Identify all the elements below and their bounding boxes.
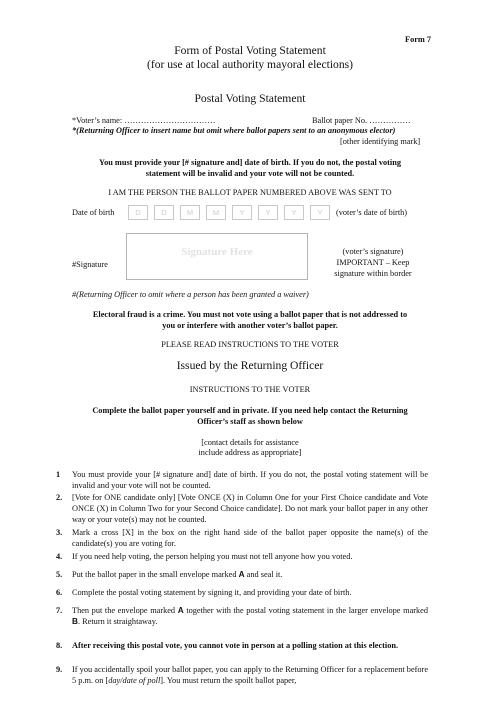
fraud-line-2: you or interfere with another voter’s ballot paper. (162, 321, 338, 330)
i-am-statement: I AM THE PERSON THE BALLOT PAPER NUMBERED ABOVE WAS SENT TO (108, 188, 392, 197)
signature-placeholder: Signature Here (181, 246, 253, 258)
instruction-number: 4. (56, 552, 63, 561)
waiver-note: #(Returning Officer to omit where a person has been granted a waiver) (72, 290, 309, 299)
please-read: PLEASE READ INSTRUCTIONS TO THE VOTER (161, 340, 339, 349)
signature-hint-2: IMPORTANT – Keep (336, 258, 410, 267)
instruction-1 (56, 469, 428, 491)
instructions-heading: INSTRUCTIONS TO THE VOTER (189, 385, 311, 394)
dob-box-year-3[interactable]: Y (284, 205, 304, 220)
instruction-number: 9. (56, 665, 63, 674)
dob-hint: (voter’s date of birth) (336, 208, 408, 217)
instruction-text: Then put the envelope marked A together with the postal voting statement in the larger envelope marked B. Return it straightaway. (72, 605, 428, 626)
instruction-text: If you need help voting, the person helping you must not tell anyone how you voted. (72, 552, 353, 561)
instruction-8 (56, 640, 428, 651)
instruction-5 (56, 569, 428, 580)
contact-line-2: include address as appropriate] (198, 448, 302, 457)
instruction-6 (56, 587, 428, 598)
instruction-7 (56, 605, 428, 627)
signature-box[interactable] (126, 233, 308, 280)
title-line-1: Form of Postal Voting Statement (174, 44, 326, 57)
dob-boxes[interactable] (128, 205, 332, 220)
signature-hint-1: (voter’s signature) (342, 247, 404, 256)
subtitle: Postal Voting Statement (194, 92, 306, 105)
instruction-text: Complete the postal voting statement by signing it, and providing your date of birth. (72, 588, 352, 597)
title-line-2: (for use at local authority mayoral elections) (146, 58, 354, 71)
complete-line-1: Complete the ballot paper yourself and in private. If you need help contact the Returning (92, 406, 408, 415)
dob-box-day-2[interactable]: D (154, 205, 174, 220)
instruction-number: 5. (56, 570, 63, 579)
instruction-number: 1 (56, 470, 61, 479)
instruction-text: You must provide your [# signature and] date of birth. If you do not, the postal voting statement will be invalid and your vote will not be counted. (72, 470, 428, 490)
form-label: Form 7 (405, 35, 432, 44)
instruction-number: 3. (56, 528, 63, 537)
instruction-text: After receiving this postal vote, you cannot vote in person at a polling station at this election. (72, 641, 399, 650)
other-identifying-mark: [other identifying mark] (340, 137, 421, 146)
fraud-line-1: Electoral fraud is a crime. You must not vote using a ballot paper that is not addressed to (92, 310, 408, 319)
dob-box-month-2[interactable]: M (206, 205, 226, 220)
instruction-9 (56, 664, 428, 686)
issued-by: Issued by the Returning Officer (176, 359, 324, 372)
instruction-4 (56, 551, 428, 562)
instruction-text: If you accidentally spoil your ballot paper, you can apply to the Returning Officer for a replacement before 5 p.m. on [day/date of poll]. You must return the spoilt ballot paper, (72, 665, 428, 685)
instruction-number: 7. (56, 606, 63, 615)
dob-box-year-2[interactable]: Y (258, 205, 278, 220)
dob-box-month-1[interactable]: M (180, 205, 200, 220)
signature-label: #Signature (72, 260, 108, 269)
instruction-2 (56, 492, 428, 525)
instruction-number: 6. (56, 588, 63, 597)
envelope-a-mark: A (177, 605, 184, 615)
dob-box-day-1[interactable]: D (128, 205, 148, 220)
envelope-a-mark: A (238, 569, 245, 579)
voter-name-label: *Voter’s name: …………………………… (72, 116, 216, 125)
envelope-b-mark: B (72, 616, 78, 626)
instruction-number: 2. (56, 493, 63, 502)
dob-box-year-1[interactable]: Y (232, 205, 252, 220)
contact-line-1: [contact details for assistance (201, 438, 299, 447)
warning-line-2: statement will be invalid and your vote will not be counted. (145, 169, 355, 178)
instruction-text: Put the ballot paper in the small envelope marked A and seal it. (72, 569, 283, 579)
ballot-number-label: Ballot paper No. …………… (312, 116, 411, 125)
complete-line-2: Officer’s staff as shown below (197, 417, 303, 426)
warning-line-1: You must provide your [# signature and] date of birth. If you do not, the postal voting (99, 158, 401, 167)
instruction-text: [Vote for ONE candidate only] [Vote ONCE (X) in Column One for your First Choice candidate and Vote ONCE (X) in Column Two for your Second Choice candidate]. Do not mark your ballot paper in any other way or your vote(s) may not be counted. (72, 493, 428, 524)
returning-officer-note: *(Returning Officer to insert name but omit where ballot papers sent to an anonymous elector) (72, 126, 396, 135)
dob-label: Date of birth (72, 208, 115, 217)
instruction-3 (56, 527, 428, 549)
dob-box-year-4[interactable]: Y (310, 205, 330, 220)
instruction-number: 8. (56, 641, 63, 650)
signature-hint-3: signature within border (334, 269, 412, 278)
instruction-text: Mark a cross [X] in the box on the right hand side of the ballot paper opposite the name(s) of the candidate(s) you are voting for. (72, 528, 428, 548)
